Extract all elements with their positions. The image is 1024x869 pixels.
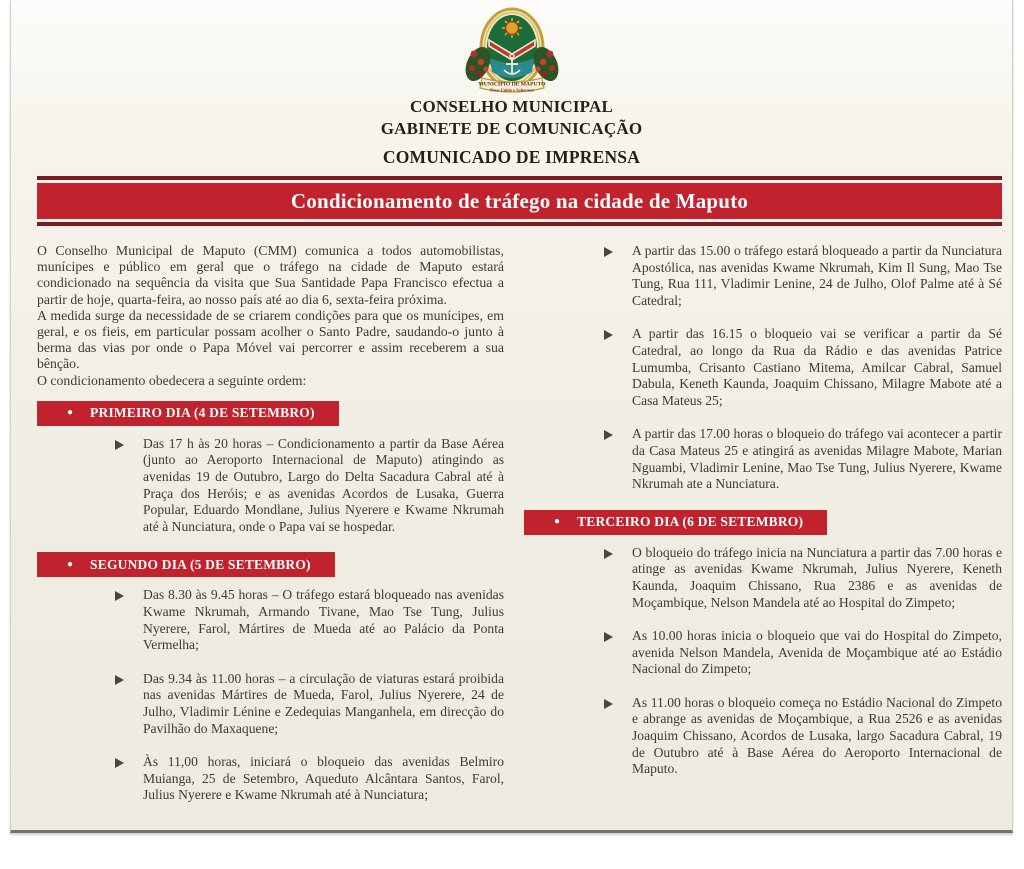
left-column <box>37 243 504 821</box>
section-heading-label: SEGUNDO DIA (5 DE SETEMBRO) <box>90 556 311 572</box>
schedule-item-text: Das 9.34 às 11.00 horas – a circulação de viaturas estará proibida nas avenidas Mártires de Mueda, Farol, Julius Nyerere, 24 de Julho, Vladimir Lénine e Zedequias Manganhela, em direcção do Pavilhão do Maxaquene; <box>143 670 505 736</box>
municipio-maputo-crest-icon <box>448 6 576 102</box>
crest-ribbon-motto: Povo Unido e Soberano <box>489 87 534 93</box>
body-columns <box>11 226 1012 821</box>
bullet-dot-icon: ● <box>67 407 74 419</box>
intro-paragraph: O condicionamento obedecera a seguinte ordem: <box>37 372 307 388</box>
section-heading-terceiro-dia <box>524 510 827 535</box>
list-arrow-icon <box>604 330 613 340</box>
schedule-item <box>37 436 504 536</box>
schedule-item-text: A partir das 15.00 o tráfego estará bloqueado a partir da Nunciatura Apostólica, nas avenidas Kwame Nkrumah, Kim Il Sung, Mao Tse Tung, Rua 111, Vladimir Lenine, 24 de Julho, Olof Palme até à Sé Catedral; <box>632 243 1002 308</box>
list-arrow-icon <box>604 632 613 642</box>
schedule-item <box>37 587 504 653</box>
schedule-item <box>524 426 1002 492</box>
list-arrow-icon <box>604 549 613 559</box>
document-title: Condicionamento de tráfego na cidade de Maputo <box>290 188 749 213</box>
list-arrow-icon <box>115 440 124 450</box>
document-page <box>10 0 1013 833</box>
schedule-item-text: Das 8.30 às 9.45 horas – O tráfego estará bloqueado nas avenidas Kwame Nkrumah, Armando Tivane, Mao Tse Tung, Julius Nyerere, Farol, Mártires de Mueda até ao Palácio da Ponta Vermelha; <box>143 587 505 653</box>
title-banner <box>37 183 1002 219</box>
section-heading-primeiro-dia <box>37 401 339 426</box>
org-line-conselho: CONSELHO MUNICIPAL <box>409 97 614 116</box>
bullet-dot-icon: ● <box>554 516 561 528</box>
schedule-item-text: As 10.00 horas inicia o bloqueio que vai do Hospital do Zimpeto, avenida Nelson Mandela, Avenida de Moçambique até ao Estádio Nacional do Zimpeto; <box>632 628 1002 677</box>
org-line-comunicado: COMUNICADO DE IMPRENSA <box>382 147 641 167</box>
section-heading-label: TERCEIRO DIA (6 DE SETEMBRO) <box>577 514 804 530</box>
schedule-item <box>524 326 1002 409</box>
list-arrow-icon <box>115 758 124 768</box>
schedule-item-text: A partir das 16.15 o bloqueio vai se verificar a partir da Sé Catedral, ao longo da Rua da Rádio e das avenidas Patrice Lumumba, Crisanto Castiano Mitema, Amilcar Cabral, Samuel Dabula, Keneth Kaunda, Joaquim Chissano, Milagre Mabote até a Casa Mateus 25; <box>632 326 1002 408</box>
org-line-gabinete: GABINETE DE COMUNICAÇÃO <box>380 119 643 138</box>
list-arrow-icon <box>604 430 613 440</box>
schedule-item <box>524 628 1002 678</box>
schedule-item <box>524 695 1002 778</box>
schedule-item-text: As 11.00 horas o bloqueio começa no Estádio Nacional do Zimpeto e abrange as avenidas de Moçambique, a Rua 2526 e as avenidas Joaquim Chissano, Acordos de Lusaka, largo Sacadura Cabral, 19 de Outubro até à Base Aérea do Aeroporto Internacional de Maputo. <box>632 694 1002 777</box>
intro-block <box>37 243 504 389</box>
section-heading-label: PRIMEIRO DIA (4 DE SETEMBRO) <box>90 405 315 421</box>
right-column <box>524 243 1002 795</box>
schedule-item <box>37 754 504 804</box>
schedule-item-text: O bloqueio do tráfego inicia na Nunciatura a partir das 7.00 horas e atinge as avenidas Kwame Nkrumah, Julius Nyerere, Keneth Kaunda, Joaquim Chissano, Rua 2386 e as avenidas de Moçambique, Nelson Mandela até ao Hospital do Zimpeto; <box>632 544 1002 610</box>
schedule-item-text: Das 17 h às 20 horas – Condicionamento a partir da Base Aérea (junto ao Aeroporto Internacional de Maputo) atingindo as avenidas 19 de Outubro, Largo do Delta Sacadura Cabral até à Praça dos Heróis; e as avenidas Acordos de Lusaka, Guerra Popular, Eduardo Mondlane, Julius Nyerere e Kwame Nkrumah até à Nunciatura, onde o Papa vai se hospedar. <box>143 435 505 534</box>
schedule-item-text: A partir das 17.00 horas o bloqueio do tráfego vai acontecer a partir da Casa Mateus 25 e atingirá as avenidas Milagre Mabote, Marian Nguambi, Vladimir Lenine, Mao Tse Tung, Julius Nyerere, Kwame Nkrumah ate a Nunciatura. <box>632 426 1002 492</box>
schedule-item <box>37 671 504 737</box>
list-arrow-icon <box>604 699 613 709</box>
intro-paragraph: O Conselho Municipal de Maputo (CMM) comunica a todos automobilistas, munícipes e público em geral que o tráfego na cidade de Maputo estará condicionado na sequência da visita que Sua Santidade Papa Francisco efectua a partir de hoje, quarta-feira, ao nosso país até ao dia 6, sexta-feira próxima. <box>37 243 505 307</box>
list-arrow-icon <box>604 247 613 257</box>
crest-ribbon-title: MUNICÍPIO DE MAPUTO <box>477 81 546 88</box>
list-arrow-icon <box>115 591 124 601</box>
org-heading <box>11 96 1012 168</box>
schedule-item <box>524 243 1002 309</box>
title-banner-rules <box>37 176 1002 226</box>
schedule-item <box>524 545 1002 611</box>
schedule-item-text: Às 11,00 horas, iniciará o bloqueio das avenidas Belmiro Muianga, 25 de Setembro, Aqueduto Alcântara Santos, Farol, Julius Nyerere e Kwame Nkrumah até à Nunciatura; <box>143 754 505 803</box>
crest-sun <box>502 18 522 38</box>
list-arrow-icon <box>115 675 124 685</box>
crest-container <box>11 0 1012 96</box>
section-heading-segundo-dia <box>37 552 335 577</box>
bullet-dot-icon: ● <box>67 558 74 570</box>
intro-paragraph: A medida surge da necessidade de se criarem condições para que os munícipes, em geral, e os fieis, em particular possam acolher o Santo Padre, saudando-o junto à berma das vias por onde o Papa Móvel vai percorrer e assim receberem a sua bênção. <box>37 307 505 372</box>
